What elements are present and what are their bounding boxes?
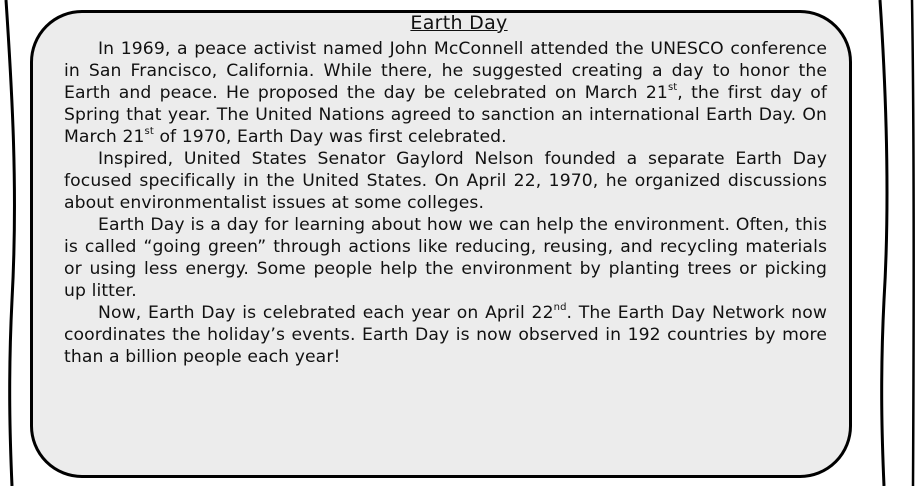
paragraph-3: Earth Day is a day for learning about how we can help the environment. Often, this is called “going green” through actions like reducing, reusing, and recycling materials or using less energy. Some people help the environment by planting trees or picking up litter. [64,215,827,301]
body-text [64,38,827,368]
paragraph-4: Now, Earth Day is celebrated each year on April 22nd. The Earth Day Network now coordinates the holiday’s events. Earth Day is now observed in 192 countries by more than a billion people each year! [64,302,827,367]
paragraph-2: Inspired, United States Senator Gaylord Nelson founded a separate Earth Day focused specifically in the United States. On April 22, 1970, he organized discussions about environmentalist issues at some colleges. [64,149,827,213]
paragraph-1: In 1969, a peace activist named John McConnell attended the UNESCO conference in San Francisco, California. While there, he suggested creating a day to honor the Earth and peace. He proposed the day be celebrated on March 21st, the first day of Spring that year. The United Nations agreed to sanction an international Earth Day. On March 21st of 1970, Earth Day was first celebrated. [64,39,827,147]
page-title: Earth Day [410,12,508,34]
